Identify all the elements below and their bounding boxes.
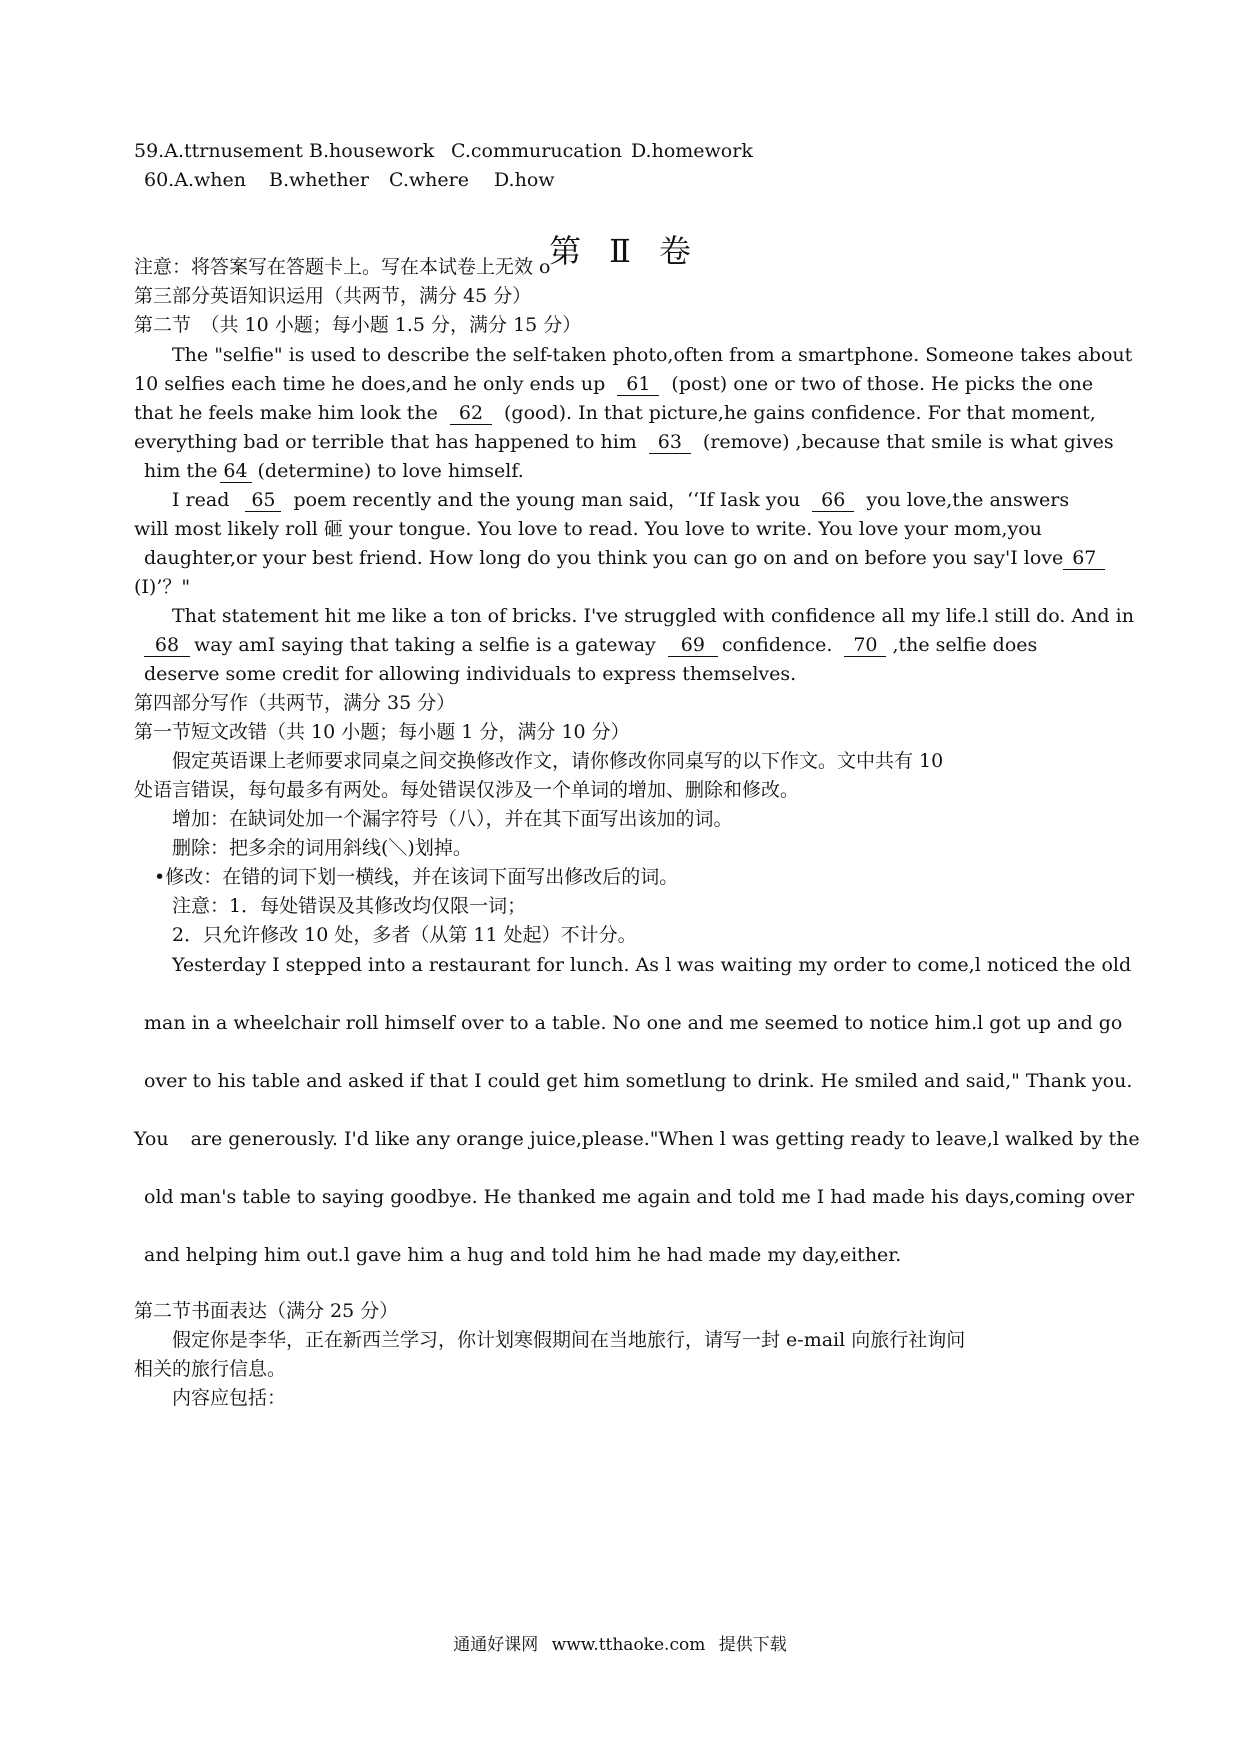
passage-line-9: (I)’？" xyxy=(134,576,191,598)
essay-line-6: and helping him out.l gave him a hug and told him he had made my day,either. xyxy=(144,1244,902,1266)
passage-line-2 xyxy=(134,371,1093,397)
passage-text: 10 selfies each time he does,and he only ends up xyxy=(134,373,606,395)
task-line-3: 内容应包括： xyxy=(172,1387,287,1409)
q60-option-b: B.whether xyxy=(269,169,369,191)
passage-text: everything bad or terrible that has happened to him xyxy=(134,431,637,453)
q59-option-a: 59.A.ttrnusement xyxy=(134,140,303,162)
passage-text: ,the selfie does xyxy=(892,634,1038,656)
title-char-3: 卷 xyxy=(658,232,691,270)
passage-line-1: The "selfie" is used to describe the self-taken photo,often from a smartphone. Someone takes about xyxy=(172,344,1133,366)
q60-option-c: C.where xyxy=(389,169,469,191)
instruction-line-2: 处语言错误，每句最多有两处。每处错误仅涉及一个单词的增加、删除和修改。 xyxy=(134,779,800,801)
part4-heading: 第四部分写作（共两节，满分 35 分） xyxy=(134,692,456,714)
passage-text: (remove) ,because that smile is what gives xyxy=(702,431,1114,453)
footer-url[interactable]: www.tthaoke.com xyxy=(551,1635,706,1655)
blank-67[interactable]: 67 xyxy=(1063,547,1105,570)
q60-option-d: D.how xyxy=(494,169,555,191)
instruction-note-1: 注意：1．每处错误及其修改均仅限一词； xyxy=(172,895,527,917)
section4-2-heading: 第二节书面表达（满分 25 分） xyxy=(134,1300,399,1322)
passage-line-12: deserve some credit for allowing individuals to express themselves. xyxy=(144,663,797,685)
instruction-line-1: 假定英语课上老师要求同桌之间交换修改作文，请你修改你同桌写的以下作文。文中共有 10 xyxy=(172,750,944,772)
instruction-add: 增加：在缺词处加一个漏字符号（八），并在其下面写出该加的词。 xyxy=(172,808,733,830)
section4-1-heading: 第一节短文改错（共 10 小题；每小题 1 分，满分 10 分） xyxy=(134,721,630,743)
passage-text: poem recently and the young man said，‘‘If Iask you xyxy=(293,489,801,511)
essay-line-1: Yesterday I stepped into a restaurant for lunch. As l was waiting my order to come,l noticed the old xyxy=(172,954,1132,976)
essay-line-4 xyxy=(134,1126,1140,1152)
blank-61[interactable]: 61 xyxy=(617,373,659,396)
notice: 注意：将答案写在答题卡上。写在本试卷上无效 o xyxy=(134,256,551,278)
passage-text: confidence. xyxy=(721,634,833,656)
passage-line-6 xyxy=(172,487,1069,513)
essay-line-2: man in a wheelchair roll himself over to a table. No one and me seemed to notice him.l got up and go xyxy=(144,1012,1123,1034)
q59-option-b: B.housework xyxy=(309,140,435,162)
passage-text: you love,the answers xyxy=(866,489,1070,511)
passage-text: (post) one or two of those. He picks the one xyxy=(671,373,1094,395)
blank-70[interactable]: 70 xyxy=(844,634,886,657)
question-59 xyxy=(134,138,753,164)
passage-line-8 xyxy=(144,545,1105,571)
blank-68[interactable]: 68 xyxy=(144,634,190,657)
footer-note: 提供下载 xyxy=(718,1635,787,1655)
passage-line-7: will most likely roll 砸 your tongue. You love to read. You love to write. You love your mom,you xyxy=(134,518,1042,540)
passage-line-5 xyxy=(144,458,524,484)
question-60 xyxy=(144,167,555,193)
page-footer xyxy=(0,1630,1240,1655)
essay-text: You xyxy=(134,1128,169,1150)
title-char-1: 第 xyxy=(549,232,582,270)
passage-text: (determine) to love himself. xyxy=(257,460,524,482)
title-char-2: Ⅱ xyxy=(609,232,631,270)
task-line-1: 假定你是李华，正在新西兰学习，你计划寒假期间在当地旅行，请写一封 e-mail 向旅行社询问 xyxy=(172,1329,966,1351)
part3-heading: 第三部分英语知识运用（共两节，满分 45 分） xyxy=(134,285,532,307)
blank-63[interactable]: 63 xyxy=(649,431,691,454)
blank-66[interactable]: 66 xyxy=(812,489,854,512)
passage-line-3 xyxy=(134,400,1096,426)
essay-text: are generously. I'd like any orange juice,please."When l was getting ready to leave,l walked by the xyxy=(190,1128,1140,1150)
blank-64[interactable]: 64 xyxy=(220,460,252,483)
passage-text: that he feels make him look the xyxy=(134,402,438,424)
essay-line-3: over to his table and asked if that I could get him sometlung to drink. He smiled and said," Thank you. xyxy=(144,1070,1133,1092)
passage-line-11 xyxy=(144,632,1037,658)
footer-site: 通通好课网 xyxy=(453,1635,539,1655)
q60-option-a: 60.A.when xyxy=(144,169,246,191)
blank-69[interactable]: 69 xyxy=(668,634,718,657)
instruction-delete: 删除：把多余的词用斜线(＼)划掉。 xyxy=(172,837,472,859)
blank-62[interactable]: 62 xyxy=(450,402,492,425)
passage-text: (good). In that picture,he gains confidence. For that moment, xyxy=(504,402,1096,424)
passage-text: way amI saying that taking a selfie is a gateway xyxy=(194,634,656,656)
passage-text: I read xyxy=(172,489,230,511)
q59-option-d: D.homework xyxy=(631,140,753,162)
blank-65[interactable]: 65 xyxy=(245,489,281,512)
passage-text: daughter,or your best friend. How long do you think you can go on and on before you say'I love xyxy=(144,547,1064,569)
passage-text: him the xyxy=(144,460,218,482)
q59-option-c: C.commurucation xyxy=(451,140,622,162)
essay-line-5: old man's table to saying goodbye. He thanked me again and told me I had made his days,coming over xyxy=(144,1186,1135,1208)
passage-line-10: That statement hit me like a ton of bricks. I've struggled with confidence all my life.l still do. And in xyxy=(172,605,1134,627)
instruction-note-2: 2．只允许修改 10 处，多者（从第 11 处起）不计分。 xyxy=(172,924,637,946)
section2-heading: 第二节 （共 10 小题；每小题 1.5 分，满分 15 分） xyxy=(134,314,582,336)
passage-line-4 xyxy=(134,429,1114,455)
instruction-modify: •修改：在错的词下划一横线，并在该词下面写出修改后的词。 xyxy=(154,866,679,888)
task-line-2: 相关的旅行信息。 xyxy=(134,1358,287,1380)
